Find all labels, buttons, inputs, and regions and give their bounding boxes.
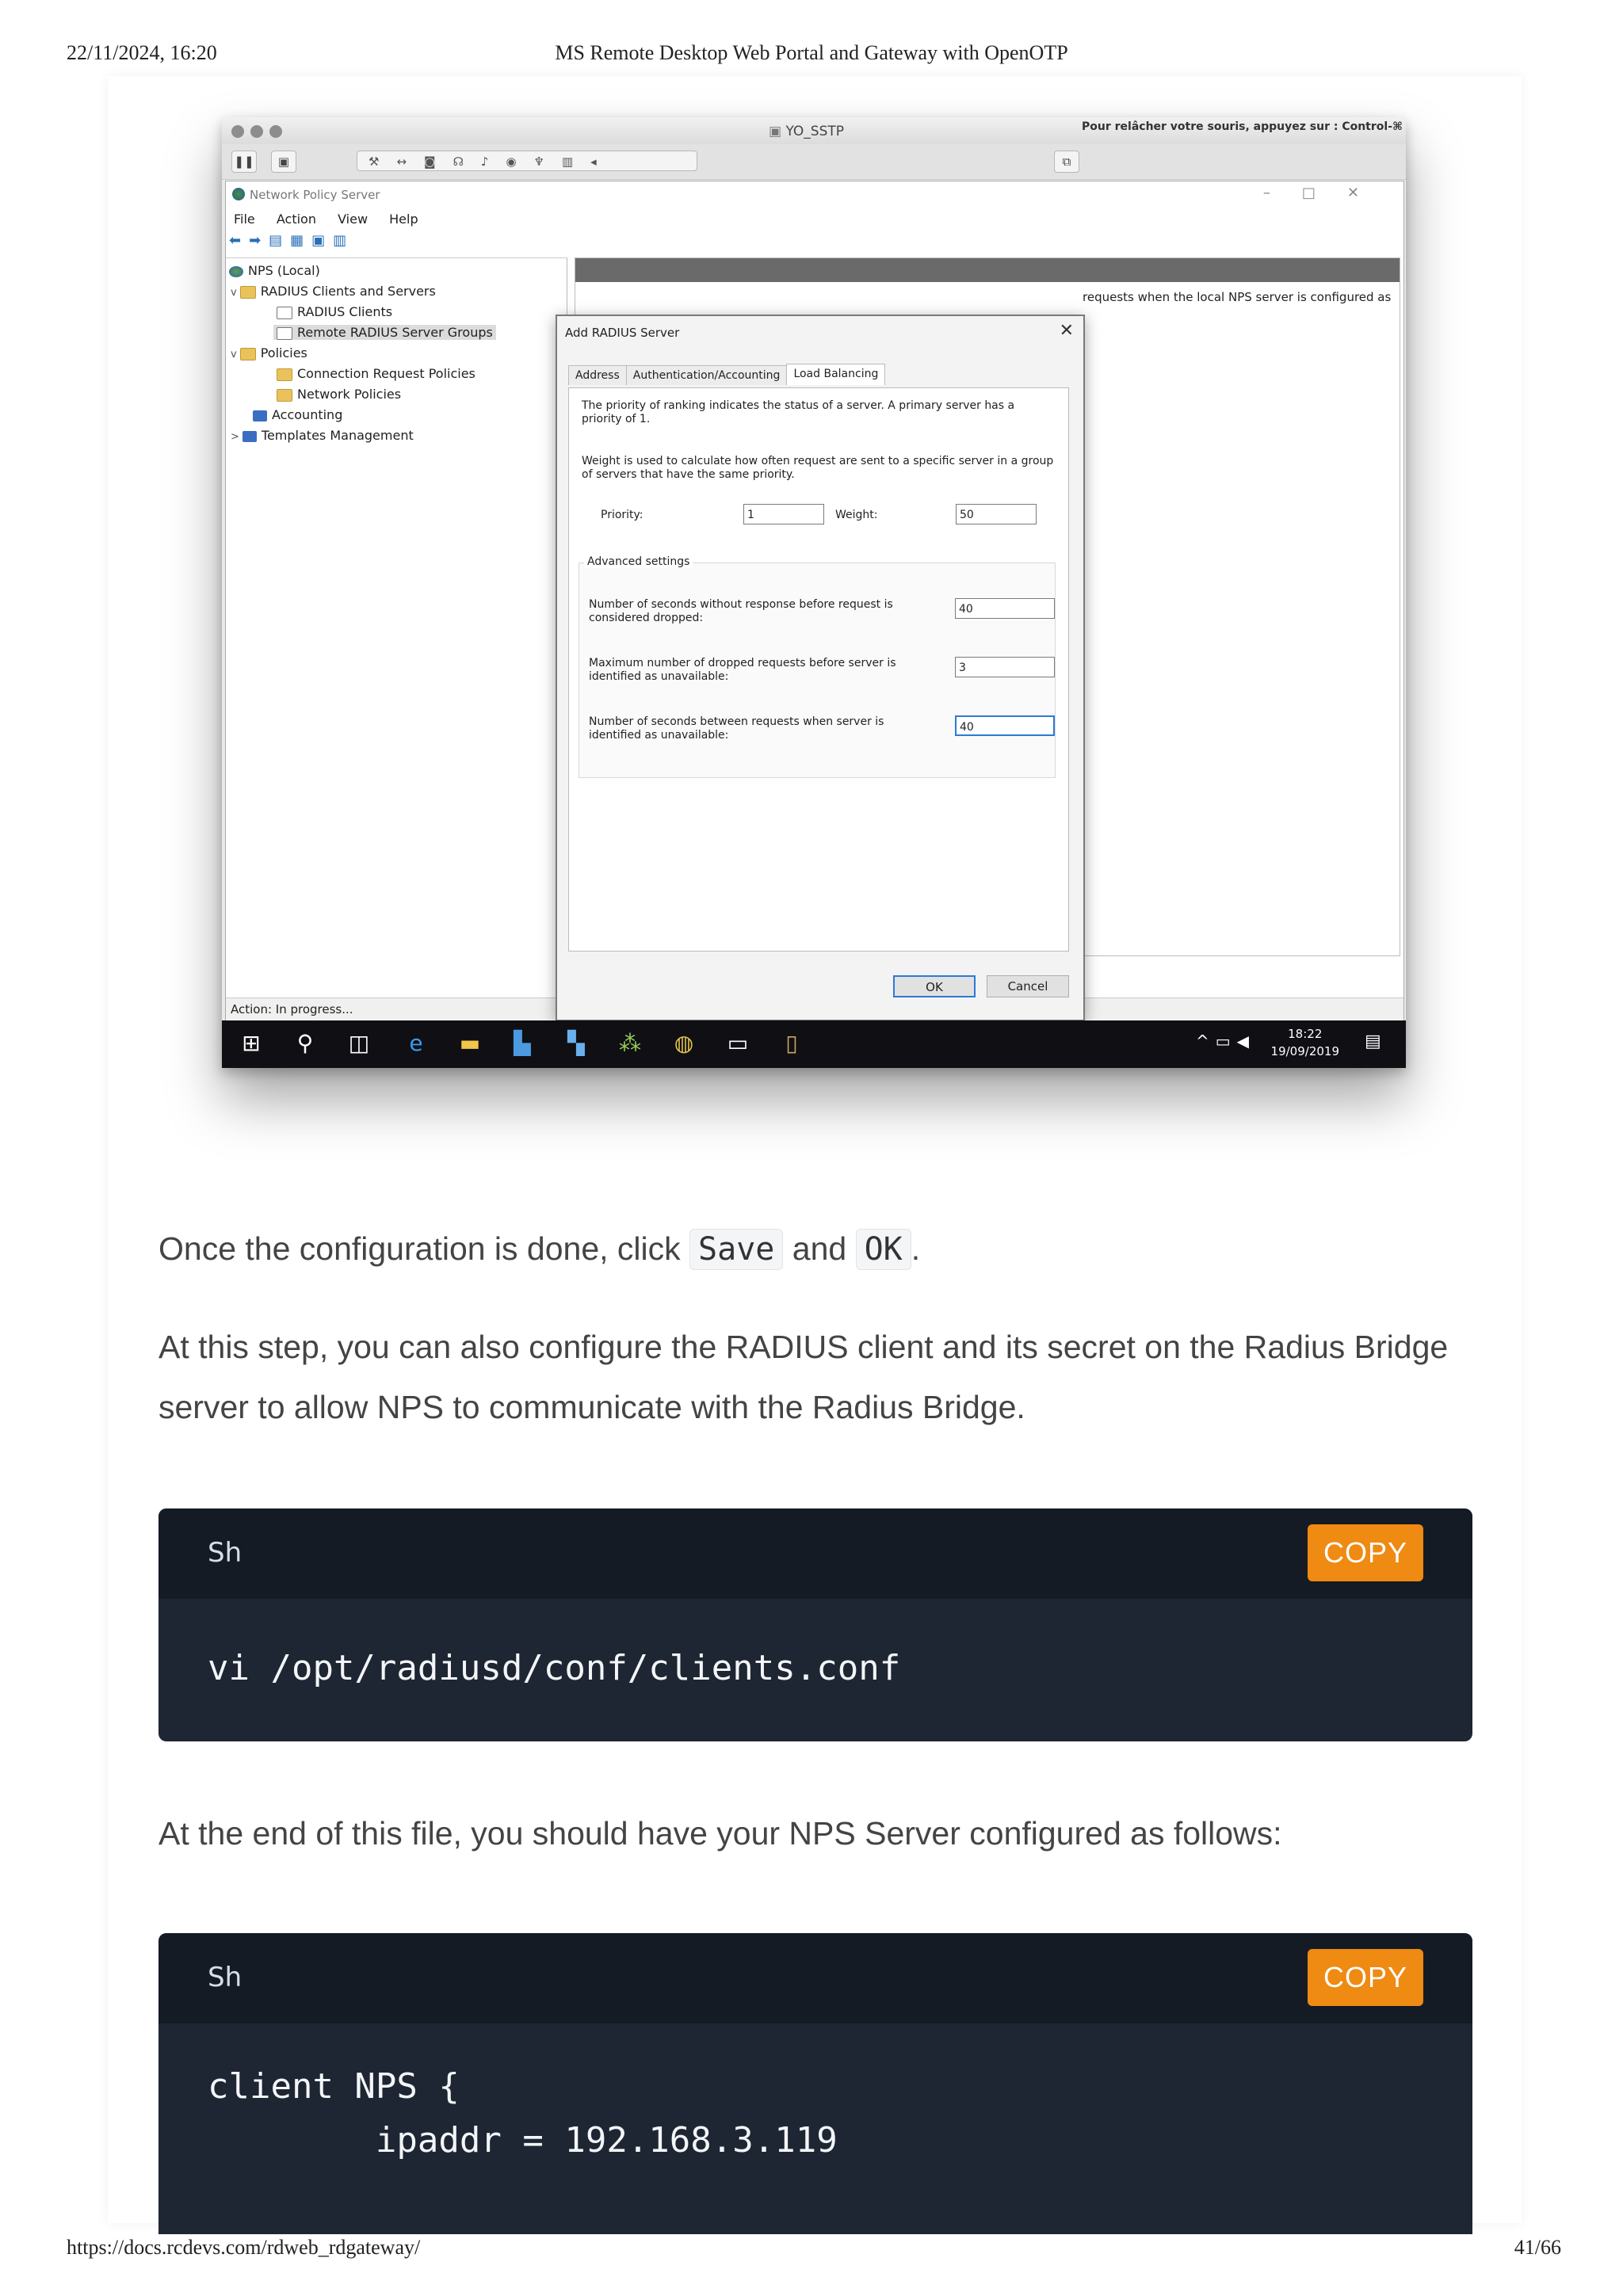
add-radius-server-dialog	[556, 315, 1085, 1021]
weight-input: 50	[956, 504, 1037, 524]
vm-titlebar	[222, 117, 1406, 145]
window-controls-icon: –□✕	[1262, 185, 1391, 201]
tab-load-balancing: Load Balancing	[786, 364, 885, 385]
document-icon	[277, 327, 292, 340]
console-tree	[226, 257, 567, 979]
tree-radius: v RADIUS Clients and Servers	[231, 284, 436, 299]
menu-help: Help	[389, 212, 418, 227]
mmc-toolbar-icon: ⬅➡▤▦▣▥	[229, 232, 355, 249]
print-url: https://docs.rcdevs.com/rdweb_rdgateway/	[67, 2236, 421, 2259]
vm-hint: Pour relâcher votre souris, appuyez sur : Control-⌘	[1082, 120, 1403, 133]
code-block-header	[158, 1508, 1472, 1599]
clock	[1271, 1025, 1339, 1060]
clock-time: 18:22	[1288, 1027, 1323, 1041]
code-block-2	[158, 1933, 1472, 2234]
accounting-icon	[253, 410, 267, 421]
seconds-no-response-input: 40	[955, 598, 1055, 619]
start-icon: ⊞	[242, 1030, 261, 1056]
tool-icon: ▯	[785, 1030, 798, 1056]
copy-button[interactable]: COPY	[1308, 1524, 1423, 1581]
close-dot-icon	[231, 125, 244, 138]
close-icon: ✕	[1059, 321, 1074, 341]
taskbar	[222, 1020, 1406, 1068]
inline-code-ok: OK	[856, 1229, 911, 1270]
advanced-settings-group	[579, 555, 1056, 778]
tree-templates: > Templates Management	[231, 428, 414, 443]
paragraph-radius-client: At this step, you can also configure the RADIUS client and its secret on the Radius Bridge server to allow NPS to communicate with the Radius Bridge.	[158, 1329, 1449, 1425]
network-icon: ▚	[567, 1030, 585, 1056]
dialog-tabs	[568, 365, 884, 387]
inline-code-save: Save	[689, 1229, 783, 1270]
tab-address: Address	[568, 365, 627, 385]
code-block-header	[158, 1933, 1472, 2023]
print-date: 22/11/2024, 16:20	[67, 41, 217, 64]
tree-policies: v Policies	[231, 345, 307, 360]
priority-input: 1	[743, 504, 824, 524]
advanced-settings-title: Advanced settings	[584, 555, 693, 568]
folder-icon	[240, 286, 256, 299]
document-icon	[277, 307, 292, 319]
clock-date: 19/09/2019	[1270, 1044, 1339, 1058]
code-content: vi /opt/radiusd/conf/clients.conf	[208, 1648, 901, 1688]
snapshot-icon: ▣	[271, 151, 296, 173]
copy-button[interactable]: COPY	[1308, 1949, 1423, 2006]
seconds-no-response-label: Number of seconds without response before request is considered dropped:	[589, 598, 893, 624]
load-balancing-panel	[568, 387, 1069, 952]
cancel-button: Cancel	[987, 975, 1069, 997]
nps-app-icon: ◍	[674, 1030, 694, 1056]
tree-remote-groups: Remote RADIUS Server Groups	[273, 325, 496, 340]
tree-net-policies: Network Policies	[277, 387, 401, 402]
p1-period: .	[911, 1230, 921, 1267]
print-title: MS Remote Desktop Web Portal and Gateway with OpenOTP	[555, 41, 1068, 64]
status-bar: Action: In progress...	[226, 997, 1403, 1020]
explorer-icon: ▬	[459, 1030, 481, 1056]
pause-icon: ❚❚	[231, 151, 257, 173]
code-language: Sh	[208, 1962, 242, 1993]
max-dropped-input: 3	[955, 657, 1055, 677]
zoom-dot-icon	[269, 125, 282, 138]
seconds-between-label: Number of seconds between requests when server is identified as unavailable:	[589, 715, 884, 742]
screenshot-image	[222, 117, 1406, 1068]
nps-icon	[232, 188, 245, 200]
notification-icon: ▤	[1365, 1032, 1381, 1051]
p1-and: and	[783, 1230, 856, 1267]
code-language: Sh	[208, 1537, 242, 1569]
vm-toolbar	[222, 144, 1406, 180]
details-header	[575, 258, 1400, 282]
search-icon: ⚲	[296, 1030, 314, 1056]
priority-description: The priority of ranking indicates the status of a server. A primary server has a priority of 1.	[582, 399, 1015, 425]
menu-bar	[234, 212, 436, 227]
details-text: requests when the local NPS server is configured as	[1083, 290, 1392, 304]
dialog-title: Add RADIUS Server	[565, 326, 680, 340]
tree-conn-policies: Connection Request Policies	[277, 366, 475, 381]
page-number: 41/66	[1514, 2236, 1561, 2259]
window-icon: ⧉	[1054, 151, 1079, 173]
seconds-between-input: 40	[955, 715, 1055, 736]
menu-action: Action	[276, 212, 316, 227]
tree-accounting: Accounting	[253, 407, 342, 422]
ok-button: OK	[893, 975, 976, 997]
folder-icon	[277, 389, 292, 402]
window-title: Network Policy Server	[250, 188, 380, 202]
browser-icon: e	[409, 1030, 423, 1056]
folder-icon	[277, 368, 292, 381]
paragraph-end-of-file: At the end of this file, you should have your NPS Server configured as follows:	[158, 1815, 1282, 1852]
nps-window	[225, 181, 1404, 1022]
topology-icon: ⁂	[619, 1030, 641, 1056]
max-dropped-label: Maximum number of dropped requests before server is identified as unavailable:	[589, 657, 896, 683]
tab-authentication: Authentication/Accounting	[626, 365, 788, 385]
menu-view: View	[338, 212, 369, 227]
console-icon: ▭	[727, 1030, 749, 1056]
server-manager-icon: ▙	[514, 1030, 531, 1056]
menu-file: File	[234, 212, 255, 227]
weight-label: Weight:	[835, 509, 878, 521]
folder-icon	[240, 348, 256, 360]
weight-description: Weight is used to calculate how often request are sent to a specific server in a group of servers that have the same priority.	[582, 455, 1054, 481]
system-tray-icon: ^▭◀	[1195, 1032, 1255, 1051]
code-content: client NPS { ipaddr = 192.168.3.119	[208, 2066, 838, 2161]
vm-tools-group: ⚒↔◙☊♪◉♆▥◂	[357, 151, 697, 171]
vm-title: ▣ YO_SSTP	[769, 124, 844, 139]
priority-label: Priority:	[601, 509, 643, 521]
minimize-dot-icon	[250, 125, 263, 138]
tree-nps-local: NPS (Local)	[229, 263, 320, 278]
task-view-icon: ◫	[348, 1030, 370, 1056]
tree-radius-clients: RADIUS Clients	[277, 304, 392, 319]
p1-text: Once the configuration is done, click	[158, 1230, 690, 1267]
paragraph-save-ok	[158, 1219, 1474, 1280]
code-block-1	[158, 1508, 1472, 1741]
templates-icon	[242, 431, 257, 442]
server-icon	[229, 266, 243, 277]
